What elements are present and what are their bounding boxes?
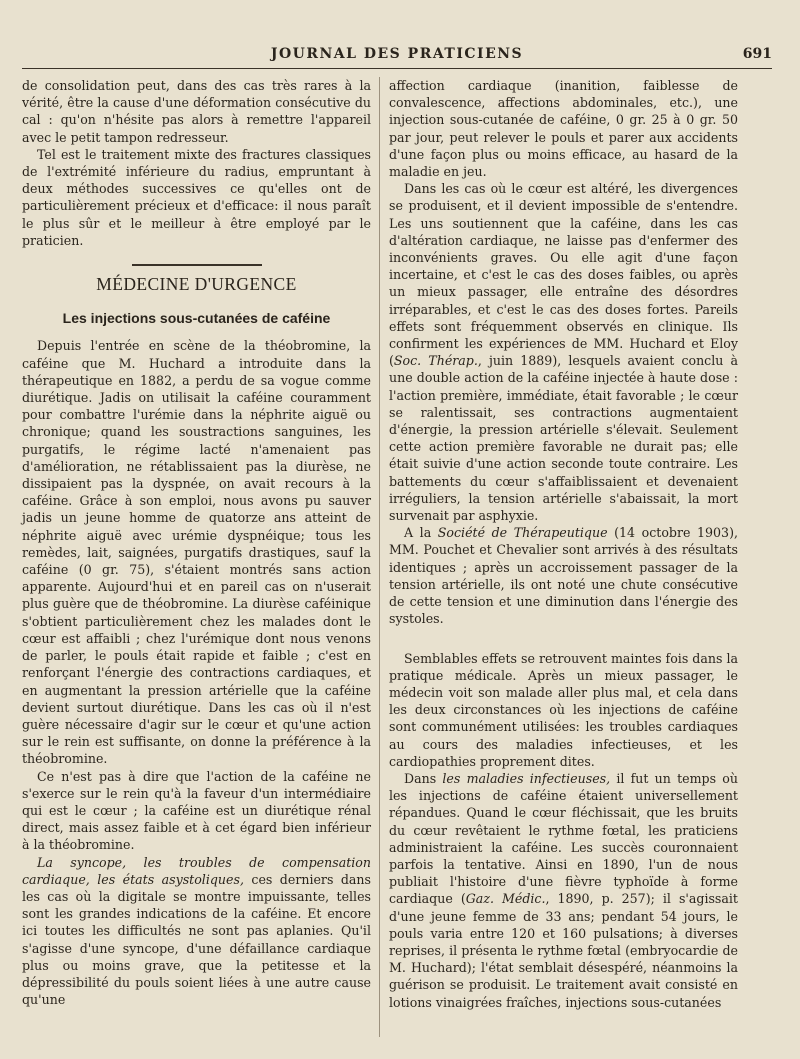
left-column [22,77,371,1037]
italic-indications: La syncope, les troubles de compensation cardiaque, les états asystoliques, [22,854,371,887]
text-run: Dans [404,770,443,786]
header-rule [22,68,772,69]
journal-title: JOURNAL DES PRATICIENS [270,46,524,62]
indications-text: ces derniers dans les cas où la digitale se montre impuissante, telles sont les grandes indications de la caféine. Et encore ici toutes les difficultés ne sont pas aplanies. Qu'il s'agisse d'une syncope, d'une défaillance cardiaque plus ou moins grave, que la petitesse et la dépressibilité du pouls soient liées à une autre cause qu'une [22,871,371,1008]
text-run: A la [404,525,438,541]
text-run: (14 octobre 1903), MM. Pouchet et Chevalier sont arrivés à des résultats identiques ; après un accroissement passager de la tension artérielle, ils ont noté une chute consécutive de cette tension et une diminution dans l'énergie des systoles. [389,525,738,627]
article-title: Les injections sous-cutanées de caféine [62,310,331,327]
section-divider [132,264,262,266]
citation-soc-therap: Soc. Thérap. [393,353,478,369]
paragraph-similar-effects: Semblables effets se retrouvent maintes fois dans la pratique médicale. Après un mieux passager, le médecin voit son malade aller plus mal, et cela dans les deux circonstances où les injections de caféine sont communément utilisées: les troubles cardiaques au cours des maladies infectieuses, et les cardiopathies proprement dites. [389,650,738,769]
citation-societe-therapeutique: Société de Thérapeutique [437,525,608,541]
column-divider [379,77,380,1037]
paragraph-societe [389,524,738,627]
section-title: MÉDECINE D'URGENCE [96,274,297,295]
running-head [22,44,772,66]
text-run: , juin 1889), lesquels avaient conclu à une double action de la caféine injectée à haute dose : l'action première, immédiate, était favorable ; le cœur se ralentissait, ses contractions augmentaient d'énergie, la pression artérielle s'élevait. Seulement cette action première favorable ne durait pas; elle était suivie d'une action seconde toute contraire. Les battements du cœur s'affaiblissaient et devenaient irréguliers, la tension artérielle s'abaissait, la mort survenait par asphyxie. [389,353,739,524]
text-run: il fut un temps où les injections de caféine étaient universellement répandues. Quand le cœur fléchissait, que les bruits du cœur revêtaient le rythme fœtal, les praticiens administraient la caféine. Les succès couronnaient parfois la tentative. Ainsi en 1890, l'un de nous publiait l'histoire d'une fièvre typhoïde à forme cardiaque ( [389,770,738,907]
paragraph-renal-action: Ce n'est pas à dire que l'action de la caféine ne s'exerce sur le rein qu'à la faveur d'un intermédiaire qui est le cœur ; la caféine est un diurétique rénal direct, mais assez faible et à cet égard bien inférieur à la théobromine. [22,768,371,853]
paragraph-continuation: de consolidation peut, dans des cas très rares à la vérité, être la cause d'une déformation consécutive du cal : qu'on n'hésite pas alors à remettre l'appareil avec le petit tampon redresseur. [22,78,371,145]
italic-infectious: les maladies infectieuses, [442,770,611,786]
paragraph-continuation-right: affection cardiaque (inanition, faiblesse de convalescence, affections abdominales, etc.), une injection sous-cutanée de caféine, 0 gr. 25 à 0 gr. 50 par jour, peut relever le pouls et parer aux accidents d'une façon plus ou moins efficace, au hasard de la maladie en jeu. [389,78,738,180]
paragraph-infectious-diseases [389,770,738,1011]
paragraph-altered-heart [389,180,738,524]
page-number: 691 [742,46,772,62]
text-run: Dans les cas où le cœur est altéré, les divergences se produisent, et il devient impossible de s'entendre. Les uns soutiennent que la caféine, dans les cas d'altération cardiaque, ne laisse pas d'enfermer des inconvénients graves. Ou elle agit d'une façon incertaine, et c'est le cas des doses faibles, ou après un mieux passager, elle entraîne des désordres irréparables, et c'est le cas des doses fortes. Pareils effets sont fréquemment observés en clinique. Ils confirment les expériences de MM. Huchard et Eloy ( [389,181,738,369]
paragraph-indications [22,854,371,1009]
paragraph-treatment-summary: Tel est le traitement mixte des fractures classiques de l'extrémité inférieure du radius, empruntant à deux méthodes successives ce qu'elles ont de particulièrement précieux et d'efficace: il nous paraît le plus sûr et le meilleur à être employé par le praticien. [22,146,371,248]
citation-gaz-medic: Gaz. Médic. [465,891,546,907]
text-run: , 1890, p. 257); il s'agissait d'une jeune femme de 33 ans; pendant 54 jours, le pouls varia entre 120 et 160 pulsations; à diverses reprises, il présenta le rythme fœtal (embryocardie de M. Huchard); l'état semblait désespéré, néanmoins la guérison se produisit. Le traitement avait consisté en lotions vinaigrées fraîches, injections sous-cutanées [389,891,738,1010]
paragraph-theobromine: Depuis l'entrée en scène de la théobromine, la caféine que M. Huchard a introduite dans la thérapeutique en 1882, a perdu de sa vogue comme diurétique. Jadis on utilisait la caféine couramment pour combattre l'urémie dans la néphrite aiguë ou chronique; quand les soustractions sanguines, les purgatifs, le régime lacté n'amenaient pas d'amélioration, ne rétablissaient pas la diurèse, ne dissipaient pas la dyspnée, on avait recours à la caféine. Grâce à son emploi, nous avons pu sauver jadis un jeune homme de quatorze ans atteint de néphrite aiguë avec urémie dyspnéique; tous les remèdes, lait, saignées, purgatifs drastiques, sauf la caféine (0 gr. 75), s'étaient montrés sans action apparente. Aujourd'hui et en pareil cas on n'userait plus guère que de théobromine. La diurèse caféinique s'obtient particulièrement chez les malades dont le cœur est affaibli ; chez l'urémique dont nous venons de parler, le pouls était rapide et faible ; c'est en renforçant l'énergie des contractions cardiaques, et en augmentant la pression artérielle que la caféine devient surtout diurétique. Dans les cas où il n'est guère nécessaire d'agir sur le cœur et qu'une action sur le rein est suffisante, on donne la préférence à la théobromine. [22,338,371,767]
paragraph-gap [389,628,738,650]
right-column [389,77,738,1037]
